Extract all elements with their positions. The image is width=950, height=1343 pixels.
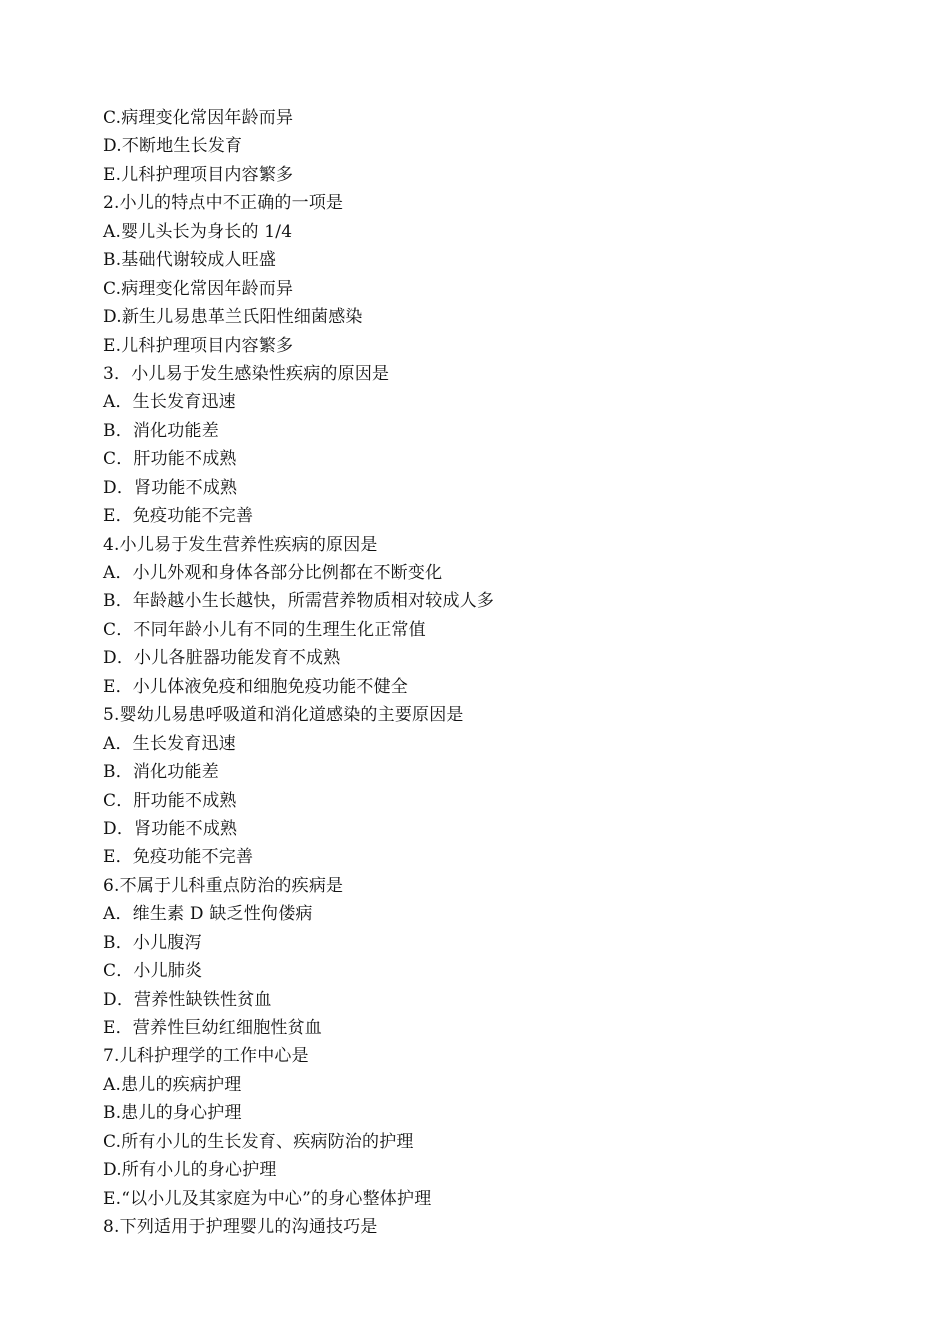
option-line: E．免疫功能不完善 [103, 847, 254, 868]
text-line: C.病理变化常因年龄而异 [103, 108, 294, 128]
option-line: E.“以小儿及其家庭为中心”的身心整体护理 [103, 1188, 432, 1209]
option-line: B．年龄越小生长越快，所需营养物质相对较成人多 [103, 591, 495, 612]
option-line: D.新生儿易患革兰氏阳性细菌感染 [103, 307, 363, 328]
option-line: C．小儿肺炎 [103, 961, 203, 982]
option-line: A.患儿的疾病护理 [103, 1074, 242, 1095]
option-line: A．生长发育迅速 [103, 733, 236, 754]
question-title: 7.儿科护理学的工作中心是 [103, 1046, 309, 1067]
option-line: D．肾功能不成熟 [103, 818, 238, 839]
option-line: A.婴儿头长为身长的 1/4 [103, 221, 293, 242]
document-body [103, 104, 863, 1242]
option-line: C．肝功能不成熟 [103, 449, 237, 470]
option-line: D．小儿各脏器功能发育不成熟 [103, 648, 341, 669]
option-line: A．生长发育迅速 [103, 392, 236, 413]
option-line: D．肾功能不成熟 [103, 477, 238, 498]
option-line: B.患儿的身心护理 [103, 1103, 242, 1124]
option-line: D.所有小儿的身心护理 [103, 1160, 277, 1181]
option-line: C.所有小儿的生长发育、疾病防治的护理 [103, 1131, 414, 1152]
question-title: 5.婴幼儿易患呼吸道和消化道感染的主要原因是 [103, 705, 464, 726]
option-line: B．消化功能差 [103, 762, 219, 783]
option-line: E.儿科护理项目内容繁多 [103, 335, 294, 356]
question-title: 6.不属于儿科重点防治的疾病是 [103, 875, 344, 896]
option-line: E．小儿体液免疫和细胞免疫功能不健全 [103, 676, 409, 697]
text-line: D.不断地生长发育 [103, 136, 243, 157]
option-line: C．肝功能不成熟 [103, 790, 237, 811]
option-line: C．不同年龄小儿有不同的生理生化正常值 [103, 619, 426, 640]
question-title: 4.小儿易于发生营养性疾病的原因是 [103, 534, 378, 555]
option-line: B．小儿腹泻 [103, 932, 202, 953]
option-line: A．小儿外观和身体各部分比例都在不断变化 [103, 563, 443, 583]
question-title: 3．小儿易于发生感染性疾病的原因是 [103, 363, 390, 384]
option-line: C.病理变化常因年龄而异 [103, 278, 294, 299]
option-line: B.基础代谢较成人旺盛 [103, 250, 277, 271]
option-line: E．营养性巨幼红细胞性贫血 [103, 1018, 323, 1038]
option-line: A．维生素 D 缺乏性佝偻病 [103, 904, 313, 925]
option-line: E．免疫功能不完善 [103, 506, 254, 527]
text-line: E.儿科护理项目内容繁多 [103, 164, 294, 185]
option-line: B．消化功能差 [103, 420, 219, 441]
option-line: D．营养性缺铁性贫血 [103, 989, 272, 1010]
question-title: 8.下列适用于护理婴儿的沟通技巧是 [103, 1217, 378, 1238]
question-title: 2.小儿的特点中不正确的一项是 [103, 193, 344, 214]
